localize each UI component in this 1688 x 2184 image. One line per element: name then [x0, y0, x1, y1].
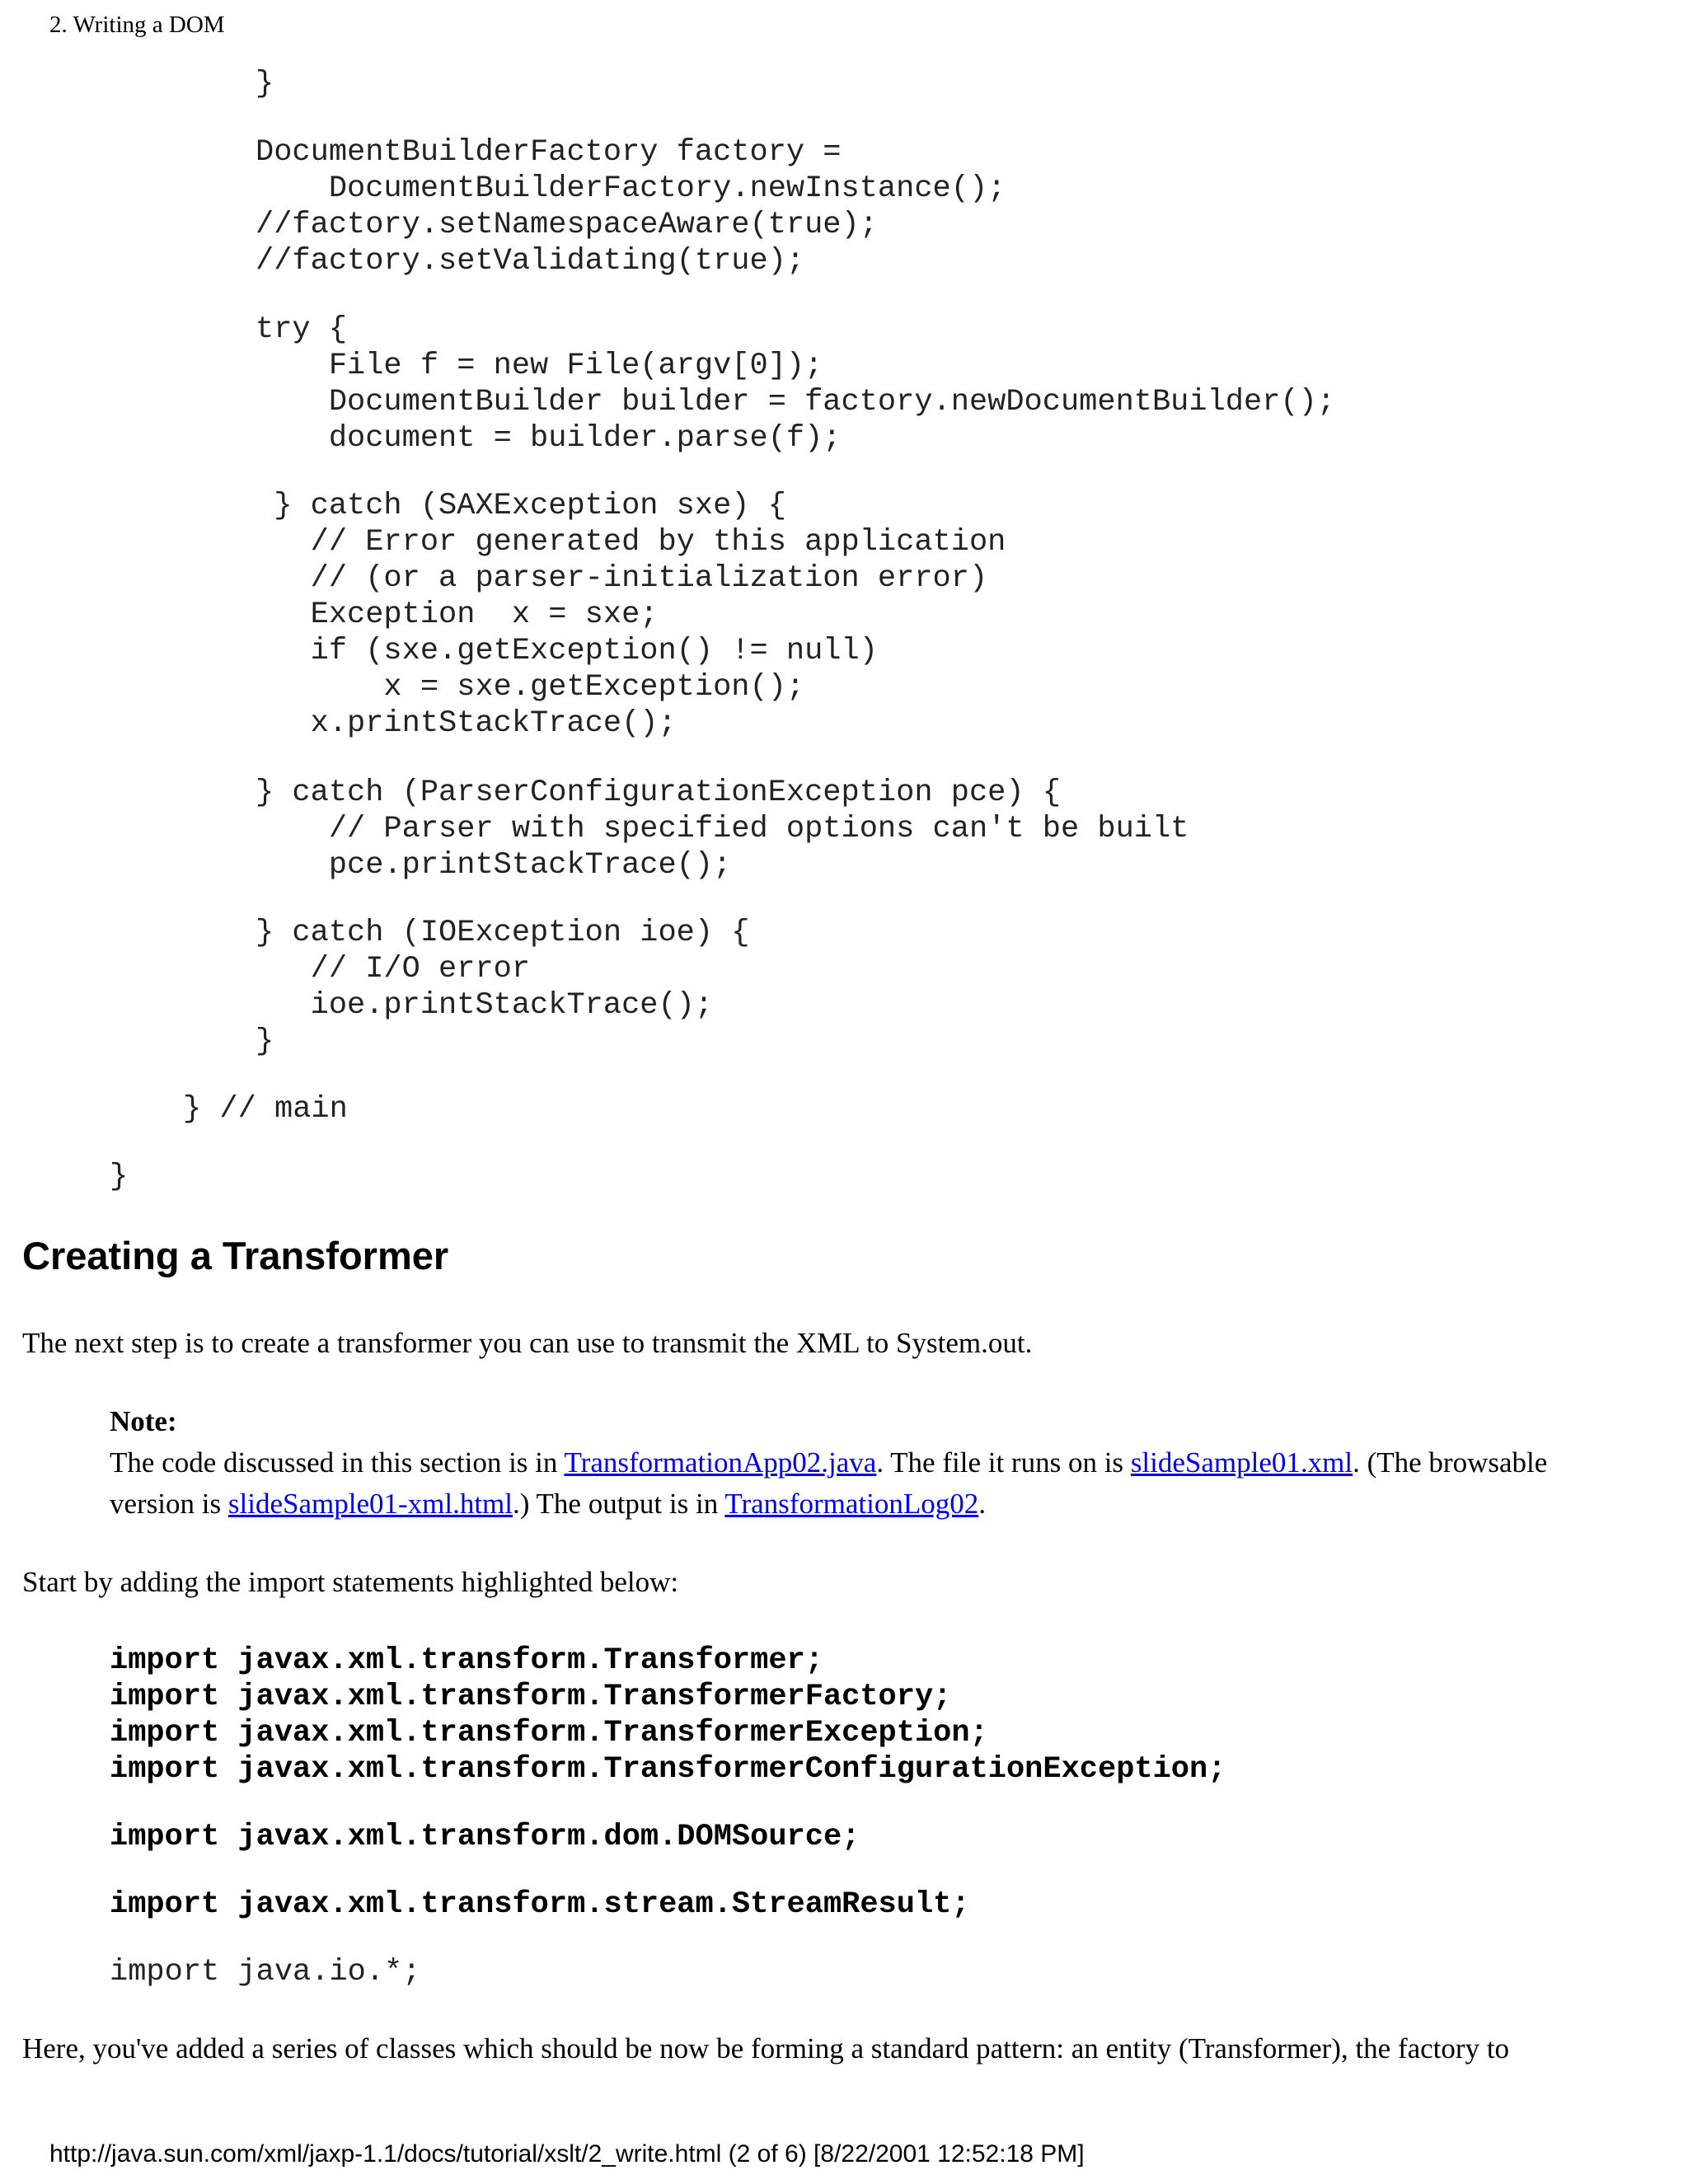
code-line: Exception x = sxe; [256, 598, 659, 632]
code-line: import javax.xml.transform.Transformer; [110, 1643, 823, 1678]
code-line: DocumentBuilderFactory factory = [256, 135, 842, 170]
link-slide-sample01-xml[interactable]: slideSample01.xml [1130, 1446, 1353, 1479]
closing-paragraph: Here, you've added a series of classes which should be now be forming a standard pattern: an entity (Transformer), the factory to [22, 2032, 1510, 2064]
code-line: } [256, 67, 274, 101]
code-line: import java.io.*; [110, 1955, 421, 1990]
import-intro-paragraph: Start by adding the import statements highlighted below: [22, 1566, 679, 1598]
code-line: } catch (IOException ioe) { [256, 916, 750, 950]
note-text: . The file it runs on is [876, 1446, 1131, 1479]
code-line: import javax.xml.transform.TransformerException; [110, 1716, 988, 1750]
code-line: if (sxe.getException() != null) [256, 634, 878, 668]
code-line: DocumentBuilder builder = factory.newDocumentBuilder(); [256, 385, 1336, 419]
code-line: import javax.xml.transform.stream.StreamResult; [110, 1887, 970, 1922]
link-slide-sample01-xml-html[interactable]: slideSample01-xml.html [227, 1488, 513, 1520]
code-line: // Error generated by this application [256, 525, 1006, 560]
code-line: ioe.printStackTrace(); [256, 988, 714, 1023]
code-line: // (or a parser-initialization error) [256, 561, 988, 596]
code-line: x = sxe.getException(); [256, 670, 805, 705]
code-line: } [256, 1024, 274, 1059]
code-line: //factory.setValidating(true); [256, 244, 805, 279]
section-heading: Creating a Transformer [22, 1234, 449, 1277]
code-line: pce.printStackTrace(); [256, 848, 732, 883]
note-block [110, 1401, 1610, 1525]
code-line: //factory.setNamespaceAware(true); [256, 208, 878, 242]
note-text: . [978, 1488, 986, 1520]
code-line: } catch (SAXException sxe) { [256, 489, 786, 523]
code-line: } [110, 1160, 129, 1194]
code-line: File f = new File(argv[0]); [256, 349, 823, 383]
code-line: DocumentBuilderFactory.newInstance(); [256, 171, 1006, 206]
note-body [110, 1442, 1610, 1525]
note-title: Note: [110, 1405, 177, 1437]
code-line: } // main [183, 1092, 348, 1127]
note-text: . (The browsable version is [110, 1446, 1548, 1520]
link-transformation-log02[interactable]: TransformationLog02 [724, 1488, 979, 1520]
note-text: The code discussed in this section is in [110, 1446, 565, 1479]
code-line: // I/O error [256, 952, 531, 987]
code-line: import javax.xml.transform.TransformerFactory; [110, 1680, 952, 1714]
note-text: .) The output is in [513, 1488, 725, 1520]
code-line: import javax.xml.transform.TransformerConfigurationException; [110, 1752, 1226, 1787]
intro-paragraph: The next step is to create a transformer you can use to transmit the XML to System.out. [22, 1327, 1033, 1359]
code-line: document = builder.parse(f); [256, 421, 842, 456]
code-line: try { [256, 312, 348, 347]
code-line: import javax.xml.transform.dom.DOMSource; [110, 1820, 860, 1854]
link-transformation-app02[interactable]: TransformationApp02.java [564, 1446, 877, 1479]
code-line: x.printStackTrace(); [256, 706, 677, 741]
code-line: // Parser with specified options can't be built [256, 812, 1189, 846]
code-line: } catch (ParserConfigurationException pce) { [256, 776, 1061, 810]
page-footer-url: http://java.sun.com/xml/jaxp-1.1/docs/tutorial/xslt/2_write.html (2 of 6) [8/22/2001 12:52:18 PM] [49, 2140, 1085, 2168]
page-header: 2. Writing a DOM [49, 12, 225, 38]
